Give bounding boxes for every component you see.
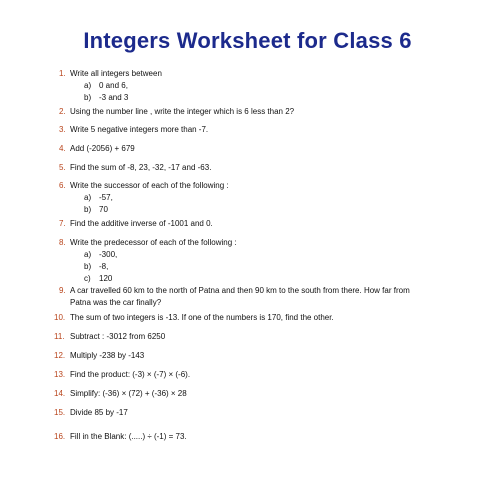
sub-item-text: 120 (99, 274, 113, 283)
question-number: 13. (54, 370, 66, 379)
question-3 (59, 124, 209, 136)
question-text: Find the sum of -8, 23, -32, -17 and -63. (70, 163, 212, 172)
question-number: 16. (54, 432, 66, 441)
sub-item-letter: b) (84, 262, 92, 271)
question-5 (59, 162, 212, 174)
sub-item (70, 192, 229, 204)
question-15 (54, 407, 128, 419)
question-text: Multiply -238 by -143 (70, 351, 145, 360)
question-number: 3. (59, 125, 66, 134)
question-9 (59, 285, 430, 309)
sub-item-text: -300, (99, 250, 118, 259)
sub-item-letter: a) (84, 250, 92, 259)
sub-item-text: 70 (99, 205, 108, 214)
sub-item-letter: b) (84, 93, 92, 102)
question-text: A car travelled 60 km to the north of Patna and then 90 km to the south from there. How far from Patna was the car finally? (70, 286, 410, 307)
question-number: 7. (59, 219, 66, 228)
question-number: 6. (59, 181, 66, 190)
question-text: Find the product: (-3) × (-7) × (-6). (70, 370, 191, 379)
question-6 (59, 180, 229, 216)
question-10 (54, 312, 334, 324)
question-number: 4. (59, 144, 66, 153)
question-8 (59, 237, 237, 285)
question-text: Write the successor of each of the following : (70, 181, 229, 190)
sub-item (70, 249, 237, 261)
question-1 (59, 68, 162, 104)
question-number: 9. (59, 286, 66, 295)
question-text: Write all integers between (70, 69, 162, 78)
question-text: Subtract : -3012 from 6250 (70, 332, 166, 341)
question-text: The sum of two integers is -13. If one of the numbers is 170, find the other. (70, 313, 334, 322)
question-number: 15. (54, 408, 66, 417)
question-7 (59, 218, 213, 230)
question-number: 1. (59, 69, 66, 78)
sub-item-text: 0 and 6, (99, 81, 128, 90)
sub-item-letter: a) (84, 81, 92, 90)
question-number: 11. (54, 332, 65, 341)
question-text: Write 5 negative integers more than -7. (70, 125, 209, 134)
sub-item (70, 204, 229, 216)
question-2 (59, 106, 295, 118)
sub-item (70, 80, 162, 92)
question-number: 14. (54, 389, 66, 398)
question-number: 5. (59, 163, 66, 172)
question-11 (54, 331, 166, 343)
question-number: 10. (54, 313, 66, 322)
sub-item-text: -3 and 3 (99, 93, 129, 102)
question-text: Divide 85 by -17 (70, 408, 128, 417)
sub-item-letter: a) (84, 193, 92, 202)
question-text: Add (-2056) + 679 (70, 144, 135, 153)
sub-item (70, 273, 237, 285)
sub-item-letter: b) (84, 205, 92, 214)
sub-item (70, 92, 162, 104)
question-number: 8. (59, 238, 66, 247)
question-16 (54, 431, 187, 443)
sub-item-text: -57, (99, 193, 113, 202)
sub-item (70, 261, 237, 273)
question-4 (59, 143, 135, 155)
sub-item-letter: c) (84, 274, 91, 283)
page-title: Integers Worksheet for Class 6 (83, 28, 412, 53)
question-12 (54, 350, 145, 362)
question-number: 12. (54, 351, 66, 360)
question-text: Find the additive inverse of -1001 and 0. (70, 219, 213, 228)
question-text: Fill in the Blank: (.....) ÷ (-1) = 73. (70, 432, 187, 441)
sub-item-text: -8, (99, 262, 109, 271)
question-13 (54, 369, 191, 381)
question-14 (54, 388, 187, 400)
question-text: Using the number line , write the integer which is 6 less than 2? (70, 107, 295, 116)
question-number: 2. (59, 107, 66, 116)
question-text: Simplify: (-36) × (72) + (-36) × 28 (70, 389, 187, 398)
question-text: Write the predecessor of each of the following : (70, 238, 237, 247)
